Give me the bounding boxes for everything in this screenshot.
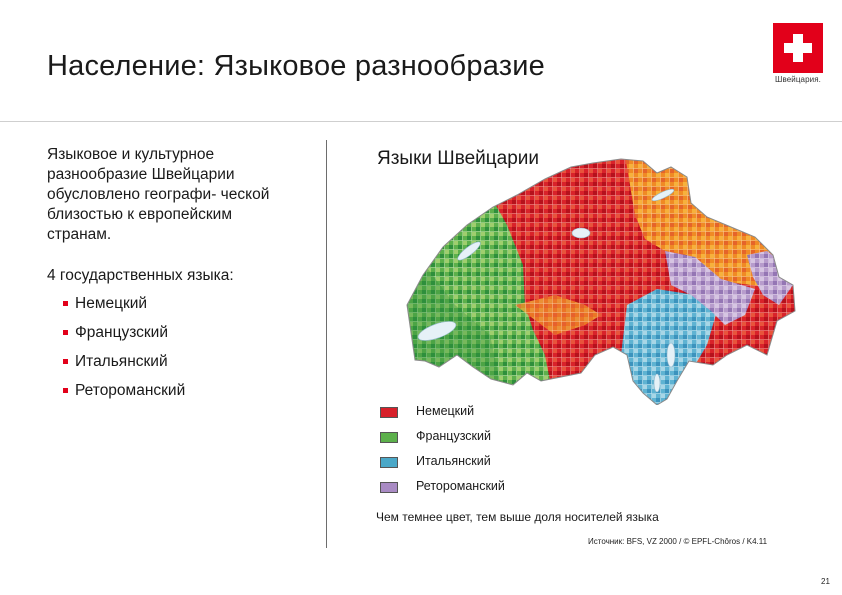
swiss-flag-icon [773,23,823,73]
map-title: Языки Швейцарии [377,148,540,169]
bullet-icon [63,388,68,393]
map-note: Чем темнее цвет, тем выше доля носителей языка [376,510,659,524]
legend-swatch [380,432,398,443]
logo-wordmark: Швейцария. [775,75,821,84]
switzerland-language-map [395,155,813,405]
bullet-icon [63,301,68,306]
legend-swatch [380,457,398,468]
left-column [47,145,307,410]
bullet-icon [63,359,68,364]
page-number: 21 [821,577,830,586]
legend-swatch [380,482,398,493]
languages-heading: 4 государственных языка: [47,267,234,284]
source-caption: Источник: BFS, VZ 2000 / © EPFL-Chôros / K4.11 [588,537,768,546]
page-title: Население: Языковое разнообразие [47,50,545,82]
legend-swatch [380,407,398,418]
list-item: Французский [63,323,307,343]
intro-text: Языковое и культурное разнообразие Швейцарии обусловлено географи- ческой близостью к европейским странам. [47,146,270,243]
title-divider [0,121,842,122]
vertical-divider [326,140,327,548]
list-item: Ретороманский [63,381,307,401]
list-item: Немецкий [63,294,307,314]
list-item: Итальянский [63,352,307,372]
languages-list [47,294,307,401]
swiss-logo [770,23,826,84]
bullet-icon [63,330,68,335]
